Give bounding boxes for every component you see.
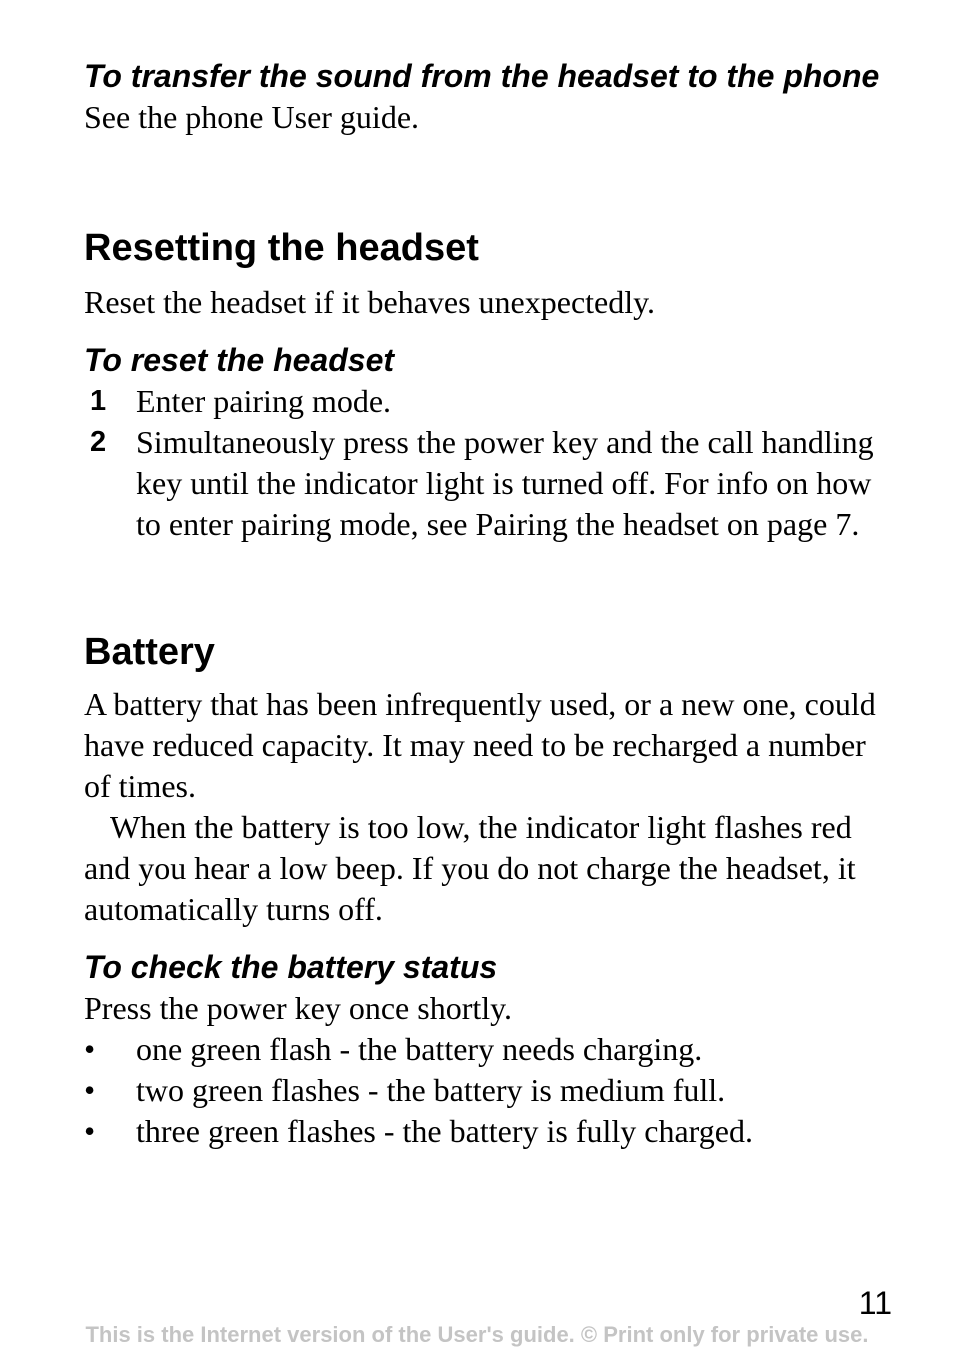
battery-section [84, 630, 894, 1152]
step-text: Enter pairing mode. [136, 383, 392, 419]
battery-status-sub-heading: To check the battery status [84, 949, 498, 985]
reset-step [84, 381, 894, 422]
list-item [84, 1070, 894, 1111]
reset-step [84, 422, 894, 545]
list-item [84, 1111, 894, 1152]
reset-intro: Reset the headset if it behaves unexpectedly. [84, 284, 656, 320]
bullet-icon: • [84, 1072, 96, 1108]
page-number: 11 [858, 1285, 892, 1321]
list-item [84, 1029, 894, 1070]
battery-status-list [84, 1029, 894, 1152]
reset-heading: Resetting the headset [84, 227, 479, 269]
bullet-icon: • [84, 1113, 96, 1149]
list-item-text: one green flash - the battery needs charging. [136, 1031, 703, 1067]
battery-instruction: Press the power key once shortly. [84, 990, 513, 1026]
step-number: 1 [90, 385, 107, 417]
battery-heading: Battery [84, 631, 215, 673]
step-number: 2 [90, 426, 107, 458]
list-item-text: three green flashes - the battery is fully charged. [136, 1113, 753, 1149]
reset-section [84, 226, 894, 545]
footer-notice: This is the Internet version of the User's guide. © Print only for private use. [85, 1322, 869, 1347]
battery-paragraph-2: When the battery is too low, the indicator light flashes red and you hear a low beep. If you do not charge the headset, it automatically turns off. [84, 809, 856, 927]
transfer-body: See the phone User guide. [84, 99, 420, 135]
reset-sub-heading: To reset the headset [84, 342, 395, 378]
transfer-section [84, 56, 894, 138]
battery-paragraph-1: A battery that has been infrequently used, or a new one, could have reduced capacity. It may need to be recharged a number of times. [84, 686, 876, 804]
list-item-text: two green flashes - the battery is medium full. [136, 1072, 726, 1108]
step-text: Simultaneously press the power key and the call handling key until the indicator light is turned off. For info on how to enter pairing mode, see Pairing the headset on page 7. [136, 424, 874, 542]
transfer-heading: To transfer the sound from the headset to the phone [84, 58, 880, 94]
bullet-icon: • [84, 1031, 96, 1067]
reset-steps-list [84, 381, 894, 545]
